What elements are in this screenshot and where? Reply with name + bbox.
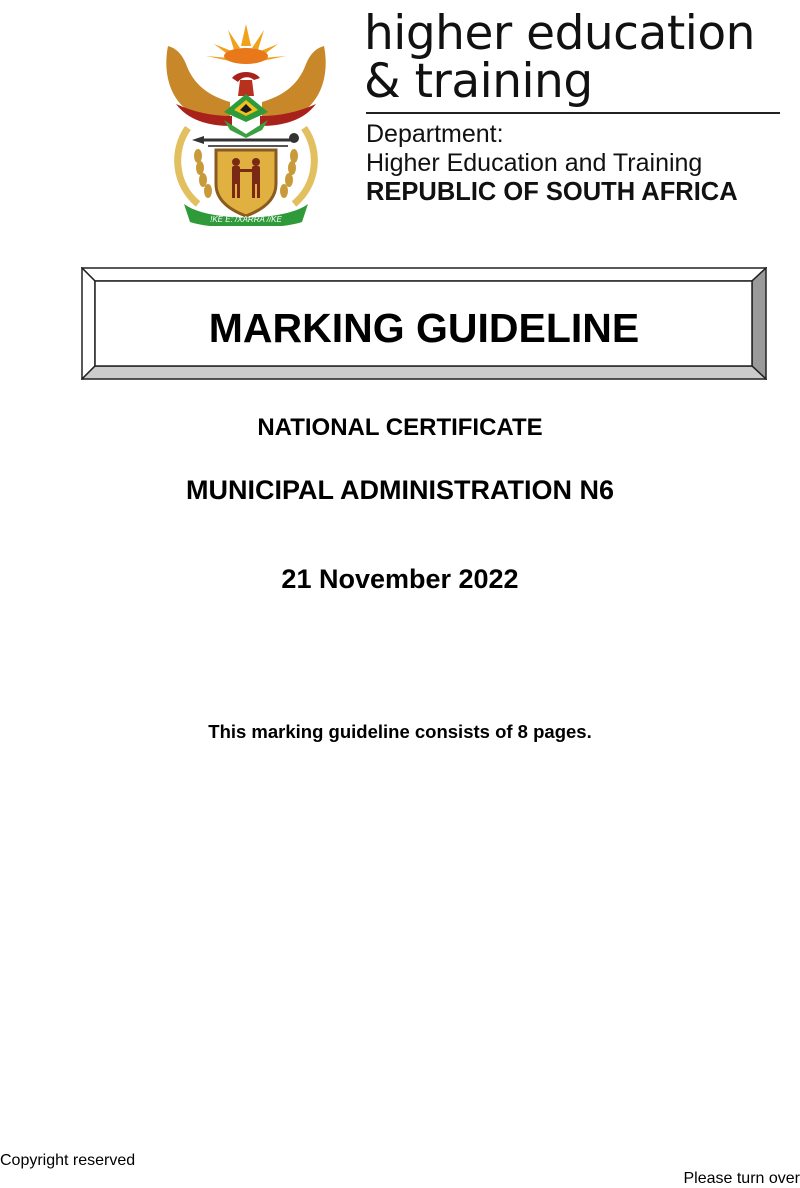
title-frame (81, 267, 767, 380)
motto-text: !KE E: /XARRA //KE (210, 215, 282, 224)
south-africa-coat-of-arms-icon (158, 16, 334, 226)
document-title: MARKING GUIDELINE (208, 305, 640, 351)
page-count-note: This marking guideline consists of 8 pages. (208, 721, 592, 742)
exam-date: 21 November 2022 (281, 564, 519, 594)
coat-of-arms-logo (158, 16, 334, 226)
certificate-heading: NATIONAL CERTIFICATE (257, 414, 543, 441)
department-name: Higher Education and Training (366, 149, 703, 177)
brand-line-2: & training (364, 54, 593, 109)
subject-heading: MUNICIPAL ADMINISTRATION N6 (186, 475, 614, 505)
brand-divider (366, 112, 780, 114)
turn-over-note: Please turn over (683, 1170, 800, 1187)
country-name: REPUBLIC OF SOUTH AFRICA (366, 178, 738, 206)
department-label: Department: (366, 120, 504, 148)
copyright-notice: Copyright reserved (0, 1152, 136, 1169)
brand-line-1: higher education (364, 6, 755, 61)
